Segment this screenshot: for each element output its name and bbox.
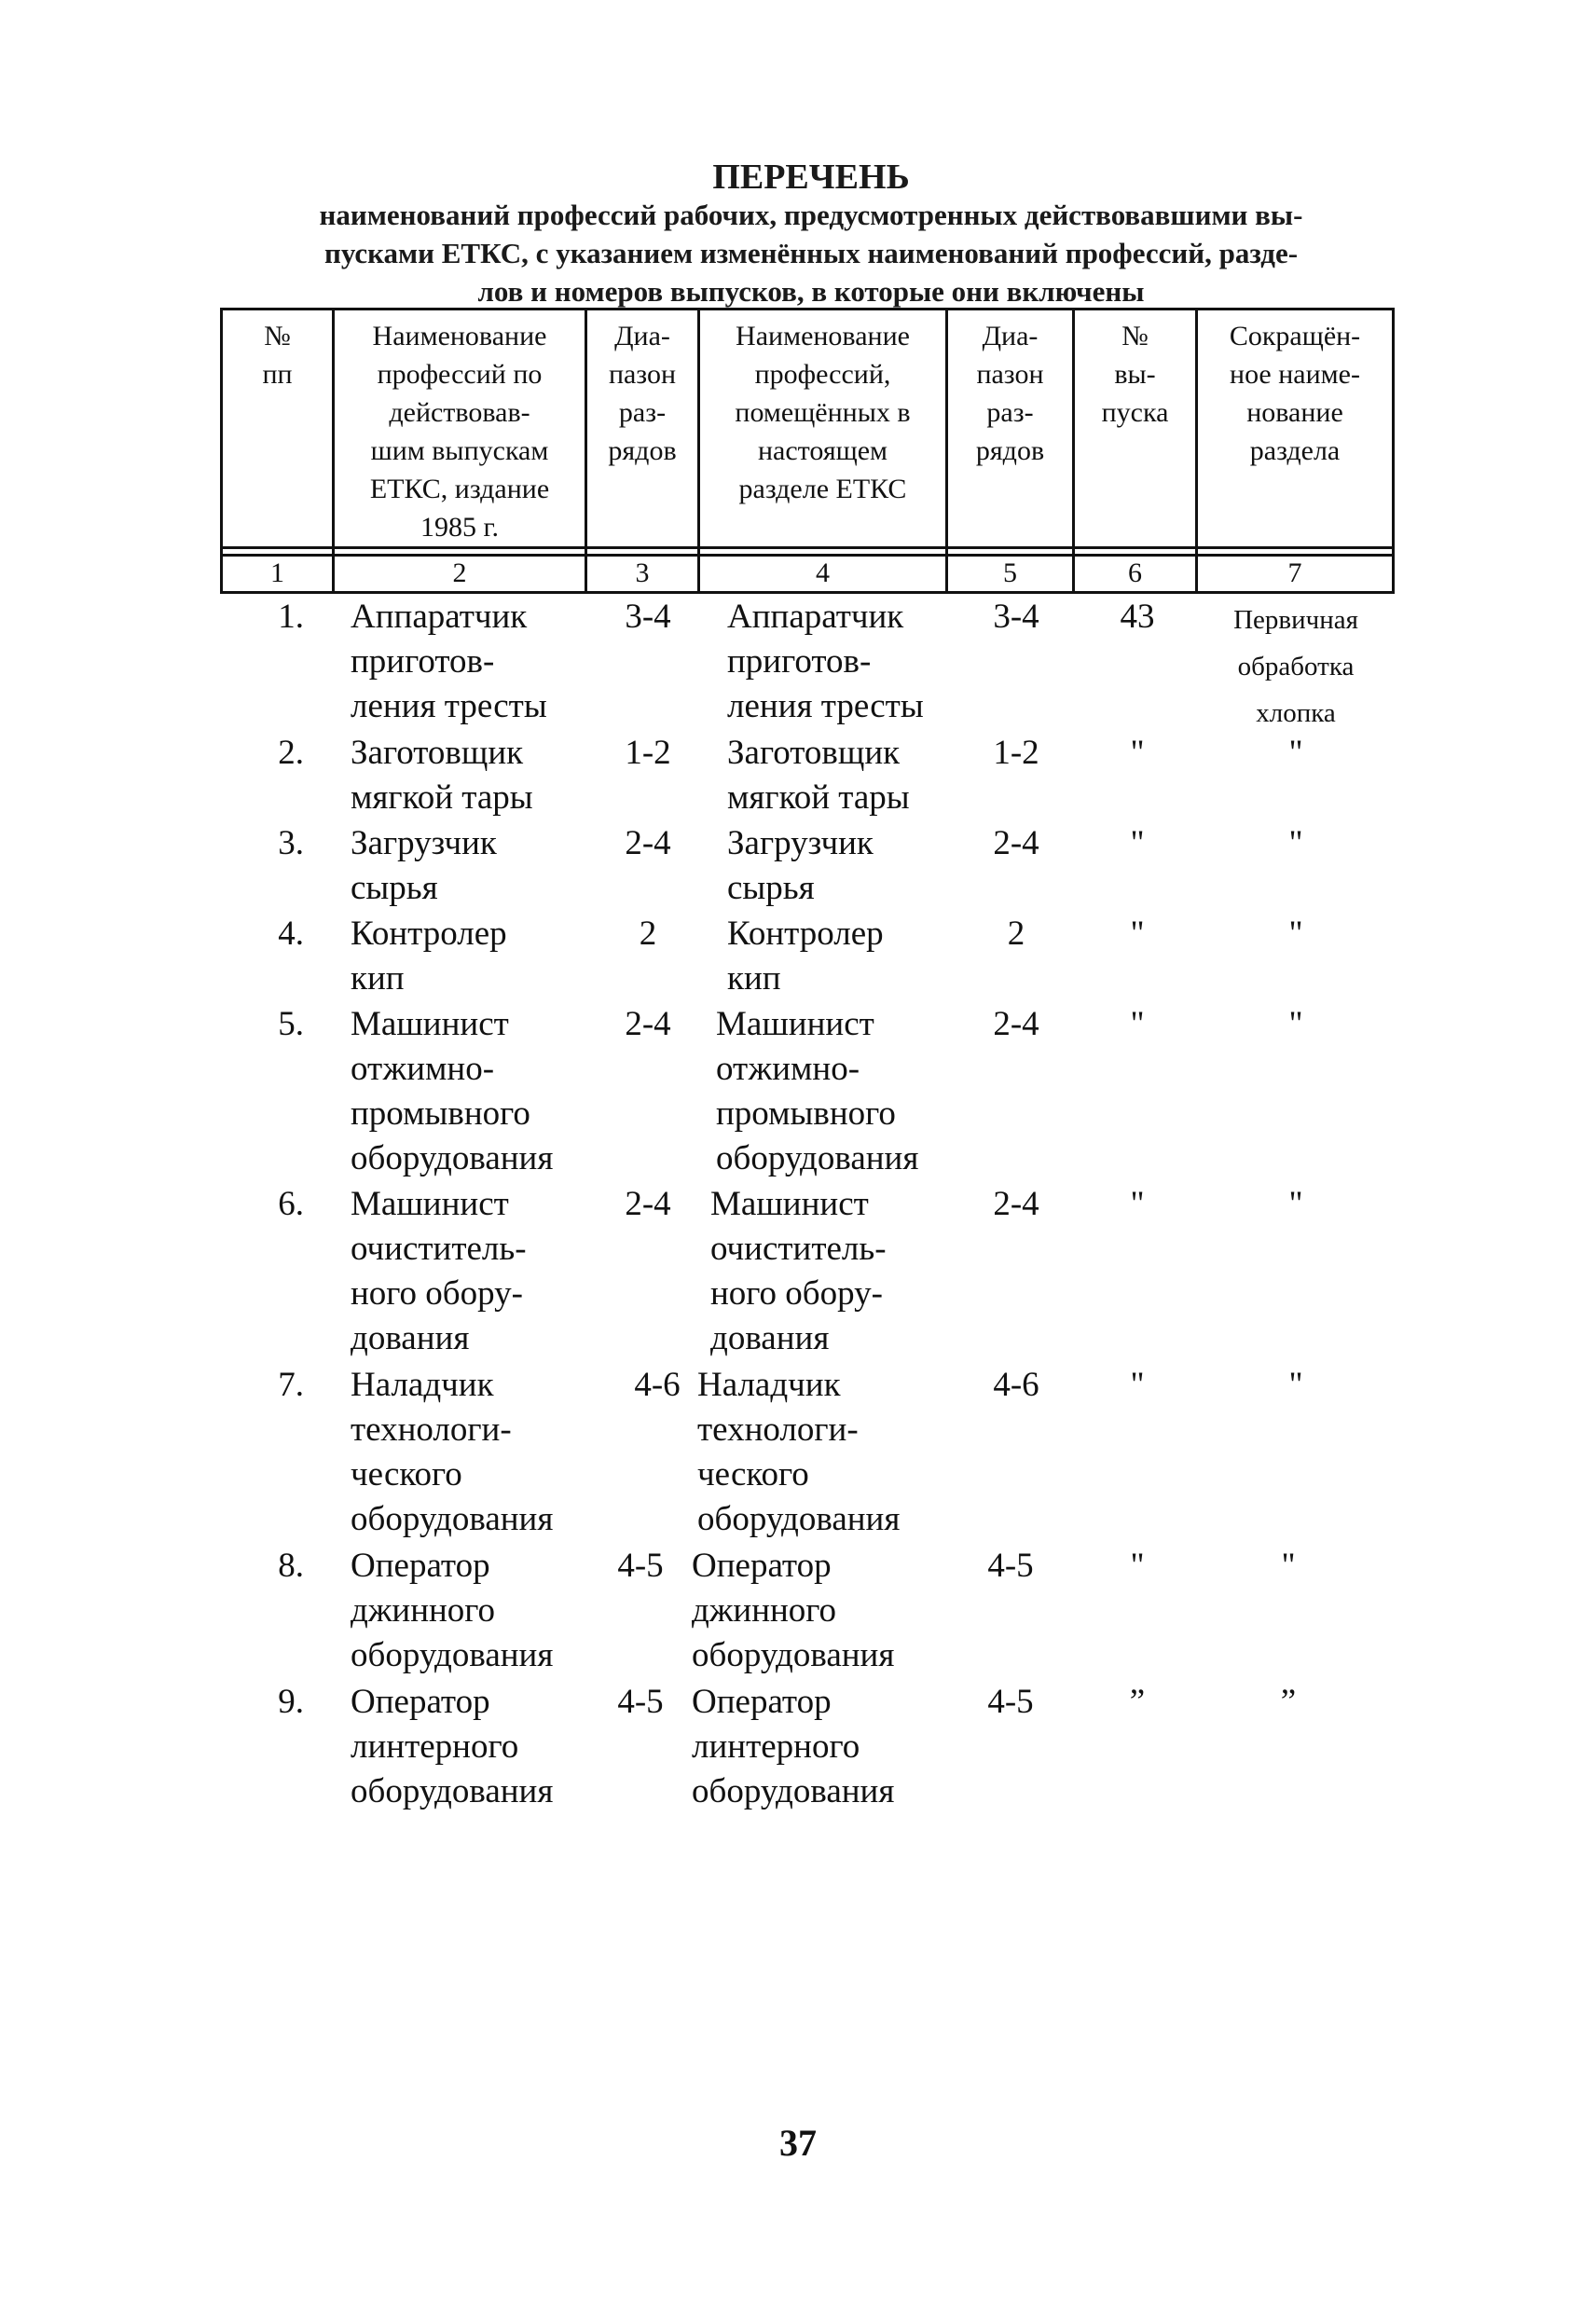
row-number: 1. [278, 598, 304, 636]
new-profession-name: Машинист отжимно- промывного оборудования [716, 1005, 919, 1177]
row-number: 2. [278, 734, 304, 772]
column-number: 4 [816, 557, 830, 588]
new-grade-range: 4-5 [987, 1683, 1034, 1721]
row-number: 6. [278, 1185, 304, 1223]
issue-number: " [1130, 1005, 1145, 1043]
section-short-name: " [1281, 1547, 1296, 1585]
old-grade-range: 4-5 [617, 1683, 664, 1721]
new-grade-range: 4-5 [987, 1547, 1034, 1585]
section-short-name: " [1288, 734, 1303, 772]
column-number: 1 [270, 557, 284, 588]
new-grade-range: 2-4 [993, 824, 1039, 862]
issue-number: " [1130, 1185, 1145, 1223]
old-grade-range: 2-4 [625, 1005, 671, 1043]
new-grade-range: 1-2 [993, 734, 1039, 772]
new-grade-range: 4-6 [993, 1366, 1039, 1404]
section-short-name: " [1288, 1005, 1303, 1043]
header-cell-new-range: Диа- пазон раз- рядов [975, 321, 1045, 466]
row-number: 4. [278, 915, 304, 953]
column-number: 7 [1287, 557, 1302, 588]
old-grade-range: 4-6 [634, 1366, 681, 1404]
column-number: 6 [1128, 557, 1142, 588]
new-profession-name: Наладчик технологи- ческого оборудования [697, 1366, 901, 1538]
row-number: 3. [278, 824, 304, 862]
row-number: 8. [278, 1547, 304, 1585]
new-profession-name: Загрузчик сырья [727, 824, 874, 907]
old-grade-range: 3-4 [625, 598, 671, 636]
header-cell-number: № пп [262, 321, 293, 390]
new-grade-range: 2 [1007, 915, 1025, 953]
row-number: 9. [278, 1683, 304, 1721]
new-profession-name: Заготовщик мягкой тары [727, 734, 910, 817]
section-short-name: ” [1280, 1683, 1297, 1721]
new-profession-name: Оператор линтерного оборудования [692, 1683, 895, 1810]
old-profession-name: Заготовщик мягкой тары [351, 734, 533, 817]
subtitle-line-3: лов и номеров выпусков, в которые они включены [477, 275, 1145, 308]
column-number: 5 [1003, 557, 1017, 588]
subtitle-line-2: пусками ЕТКС, с указанием изменённых наименований профессий, разде- [323, 237, 1299, 269]
issue-number: " [1130, 734, 1145, 772]
row-number: 7. [278, 1366, 304, 1404]
section-short-name: " [1288, 1366, 1303, 1404]
section-short-name: Первичная обработка хлопка [1233, 605, 1358, 728]
page-number: 37 [779, 2122, 817, 2164]
old-profession-name: Машинист отжимно- промывного оборудования [351, 1005, 554, 1177]
issue-number: " [1130, 824, 1145, 862]
section-short-name: " [1288, 824, 1303, 862]
new-grade-range: 2-4 [993, 1005, 1039, 1043]
column-number: 2 [452, 557, 467, 588]
old-profession-name: Контролер кип [351, 915, 507, 998]
issue-number: " [1130, 1366, 1145, 1404]
new-grade-range: 3-4 [993, 598, 1039, 636]
old-grade-range: 2 [639, 915, 657, 953]
section-short-name: " [1288, 915, 1303, 953]
old-profession-name: Аппаратчик приготов- ления тресты [351, 598, 547, 725]
old-profession-name: Загрузчик сырья [351, 824, 497, 907]
header-cell-old-range: Диа- пазон раз- рядов [608, 321, 677, 466]
header-cell-new-name: Наименование профессий, помещённых в настоящем разделе ЕТКС [735, 321, 911, 504]
issue-number: 43 [1120, 598, 1155, 636]
section-short-name: " [1288, 1185, 1303, 1223]
row-number: 5. [278, 1005, 304, 1043]
subtitle-line-1: наименований профессий рабочих, предусмотренных действовавшими вы- [319, 199, 1303, 231]
header-cell-old-name: Наименование профессий по действовав- шим выпускам ЕТКС, издание 1985 г. [369, 321, 550, 543]
old-grade-range: 1-2 [625, 734, 671, 772]
old-profession-name: Наладчик технологи- ческого оборудования [351, 1366, 554, 1538]
column-number: 3 [635, 557, 650, 588]
header-cell-section: Сокращён- ное наиме- нование раздела [1229, 321, 1361, 466]
new-grade-range: 2-4 [993, 1185, 1039, 1223]
old-grade-range: 4-5 [617, 1547, 664, 1585]
issue-number: " [1130, 1547, 1145, 1585]
old-profession-name: Машинист очиститель- ного обору- дования [351, 1185, 527, 1357]
old-grade-range: 2-4 [625, 824, 671, 862]
new-profession-name: Оператор джинного оборудования [692, 1547, 895, 1674]
issue-number: " [1130, 915, 1145, 953]
new-profession-name: Контролер кип [727, 915, 884, 998]
header-cell-issue: № вы- пуска [1101, 321, 1169, 428]
old-profession-name: Оператор джинного оборудования [351, 1547, 554, 1674]
old-profession-name: Оператор линтерного оборудования [351, 1683, 554, 1810]
new-profession-name: Аппаратчик приготов- ления тресты [727, 598, 924, 725]
issue-number: ” [1129, 1683, 1146, 1721]
old-grade-range: 2-4 [625, 1185, 671, 1223]
new-profession-name: Машинист очиститель- ного обору- дования [710, 1185, 887, 1357]
document-title: ПЕРЕЧЕНЬ [712, 158, 910, 197]
